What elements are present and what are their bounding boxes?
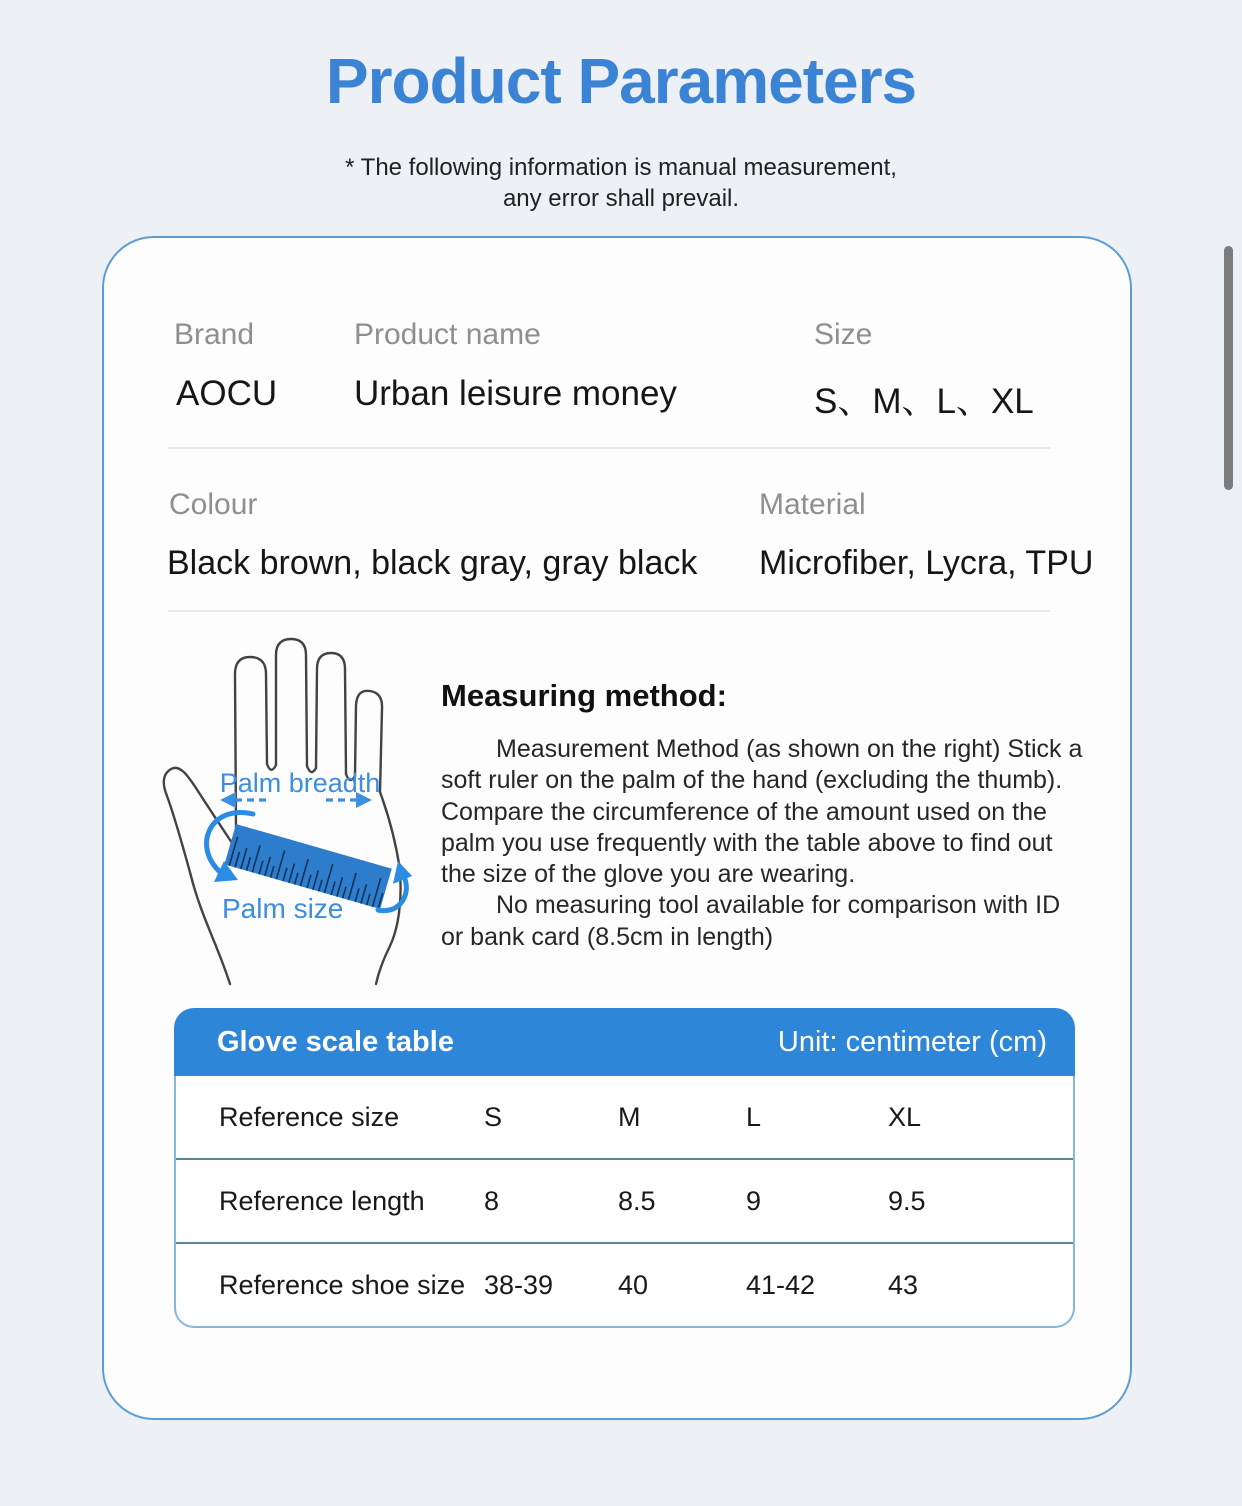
measuring-method-paragraph-1: Measurement Method (as shown on the right) Stick a soft ruler on the palm of the hand (excluding the thumb). Compare the circumference of the amount used on the palm you use frequently with the table above to find out the size of the glove you are wearing. — [441, 735, 1083, 889]
size-label: Size — [814, 318, 873, 351]
row-label: Reference length — [219, 1185, 425, 1216]
glove-scale-table-body — [174, 1076, 1075, 1328]
cell-value: M — [618, 1101, 641, 1132]
glove-scale-table — [174, 1008, 1075, 1328]
page-title: Product Parameters — [325, 45, 917, 117]
cell-value: 43 — [888, 1269, 919, 1300]
cell-value: XL — [888, 1101, 922, 1132]
colour-value: Black brown, black gray, gray black — [167, 544, 698, 582]
measuring-method-paragraph-2: No measuring tool available for comparison with ID or bank card (8.5cm in length) — [441, 891, 1061, 951]
material-label: Material — [759, 488, 866, 521]
hand-outline — [164, 639, 401, 984]
divider — [168, 447, 1050, 449]
cell-value: L — [746, 1101, 762, 1132]
page-subtitle — [0, 152, 1242, 214]
table-row — [176, 1076, 1073, 1158]
glove-scale-table-header — [174, 1008, 1075, 1076]
product-parameters-card — [102, 236, 1132, 1420]
measuring-method-heading: Measuring method: — [441, 678, 727, 713]
divider — [168, 610, 1050, 612]
cell-value: S — [484, 1101, 503, 1132]
row-label: Reference shoe size — [219, 1269, 466, 1300]
cell-value: 38-39 — [484, 1269, 554, 1300]
material-value: Microfiber, Lycra, TPU — [759, 544, 1094, 582]
cell-value: 8.5 — [618, 1185, 656, 1216]
row-label: Reference size — [219, 1101, 400, 1132]
glove-scale-table-unit: Unit: centimeter (cm) — [777, 1025, 1047, 1058]
scrollbar-thumb[interactable] — [1224, 246, 1233, 490]
brand-value: AOCU — [176, 374, 278, 413]
hand-diagram — [150, 628, 438, 986]
cell-value: 9.5 — [888, 1185, 926, 1216]
page-subtitle-line1: * The following information is manual measurement, — [345, 154, 897, 181]
palm-breadth-label: Palm breadth — [219, 768, 381, 798]
product-name-value: Urban leisure money — [354, 374, 677, 413]
colour-label: Colour — [169, 488, 258, 521]
table-row — [176, 1242, 1073, 1326]
cell-value: 40 — [618, 1269, 649, 1300]
hand-illustration — [150, 628, 438, 986]
size-value: S、M、L、XL — [814, 382, 1034, 421]
glove-scale-table-title: Glove scale table — [217, 1025, 454, 1058]
brand-label: Brand — [174, 318, 255, 351]
page-subtitle-line2: any error shall prevail. — [502, 185, 740, 212]
palm-size-label: Palm size — [222, 893, 344, 924]
product-name-label: Product name — [354, 318, 541, 351]
cell-value: 8 — [484, 1185, 500, 1216]
measuring-method-text — [441, 734, 1089, 953]
table-row — [176, 1158, 1073, 1242]
cell-value: 9 — [746, 1185, 762, 1216]
cell-value: 41-42 — [746, 1269, 816, 1300]
